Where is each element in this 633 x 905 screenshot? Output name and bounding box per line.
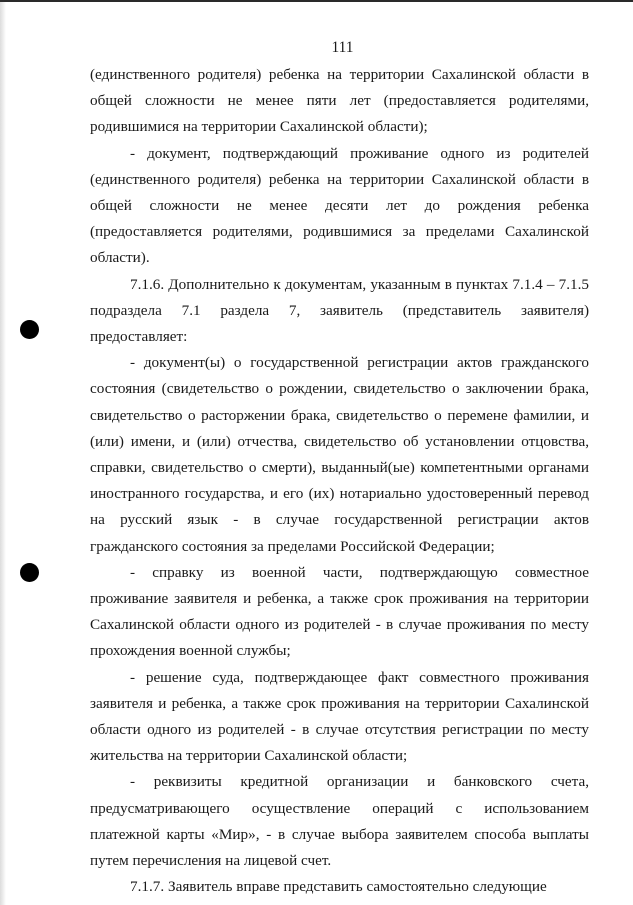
paragraph-section-7-1-7: 7.1.7. Заявитель вправе представить самостоятельно следующие (130, 878, 547, 896)
page-number: 111 (331, 39, 354, 56)
scan-left-shadow (0, 0, 6, 905)
punch-hole-upper (20, 320, 39, 339)
paragraph-continuation: (единственного родителя) ребенка на территории Сахалинской области в общей сложности не менее пяти лет (предоставляется родителями, родившимися на территории Сахалинской области); (90, 66, 589, 136)
punch-hole-lower (20, 563, 39, 582)
paragraph-civil-registration-documents: - документ(ы) о государственной регистрации актов гражданского состояния (свидетельство о рождении, свидетельство о заключении брака, свидетельство о расторжении брака, свидетельство о перемене фамилии, и (или) имени, и (или) отчества, свидетельство об установлении отцовства, справки, свидетельство о смерти), выданный(ые) компетентными органами иностранного государства, и его (их) нотариально удостоверенный перевод на русский язык - в случае государственной регистрации актов гражданского состояния за пределами Российской Федерации; (90, 354, 589, 555)
paragraph-section-7-1-6: 7.1.6. Дополнительно к документам, указанным в пунктах 7.1.4 – 7.1.5 подраздела 7.1 раздела 7, заявитель (представитель заявителя) предоставляет: (90, 275, 589, 346)
scan-top-border (0, 0, 633, 2)
paragraph-military-unit-certificate: - справку из военной части, подтверждающую совместное проживание заявителя и ребенка, а также срок проживания на территории Сахалинской области одного из родителей - в случае проживания по месту прохождения военной службы; (90, 563, 589, 660)
document-body (90, 62, 589, 901)
paragraph-residence-document: - документ, подтверждающий проживание одного из родителей (единственного родителя) ребенка на территории Сахалинской области в общей сложности не менее десяти лет до рождения ребенка (предоставляется родителями, родившимися за пределами Сахалинской области). (90, 144, 589, 267)
paragraph-court-decision: - решение суда, подтверждающее факт совместного проживания заявителя и ребенка, а также срок проживания на территории Сахалинской области одного из родителей - в случае отсутствия регистрации по месту жительства на территории Сахалинской области; (90, 668, 589, 765)
paragraph-bank-details: - реквизиты кредитной организации и банковского счета, предусматривающего осуществление операций с использованием платежной карты «Мир», - в случае выбора заявителем способа выплаты путем перечисления на лицевой счет. (90, 773, 589, 870)
